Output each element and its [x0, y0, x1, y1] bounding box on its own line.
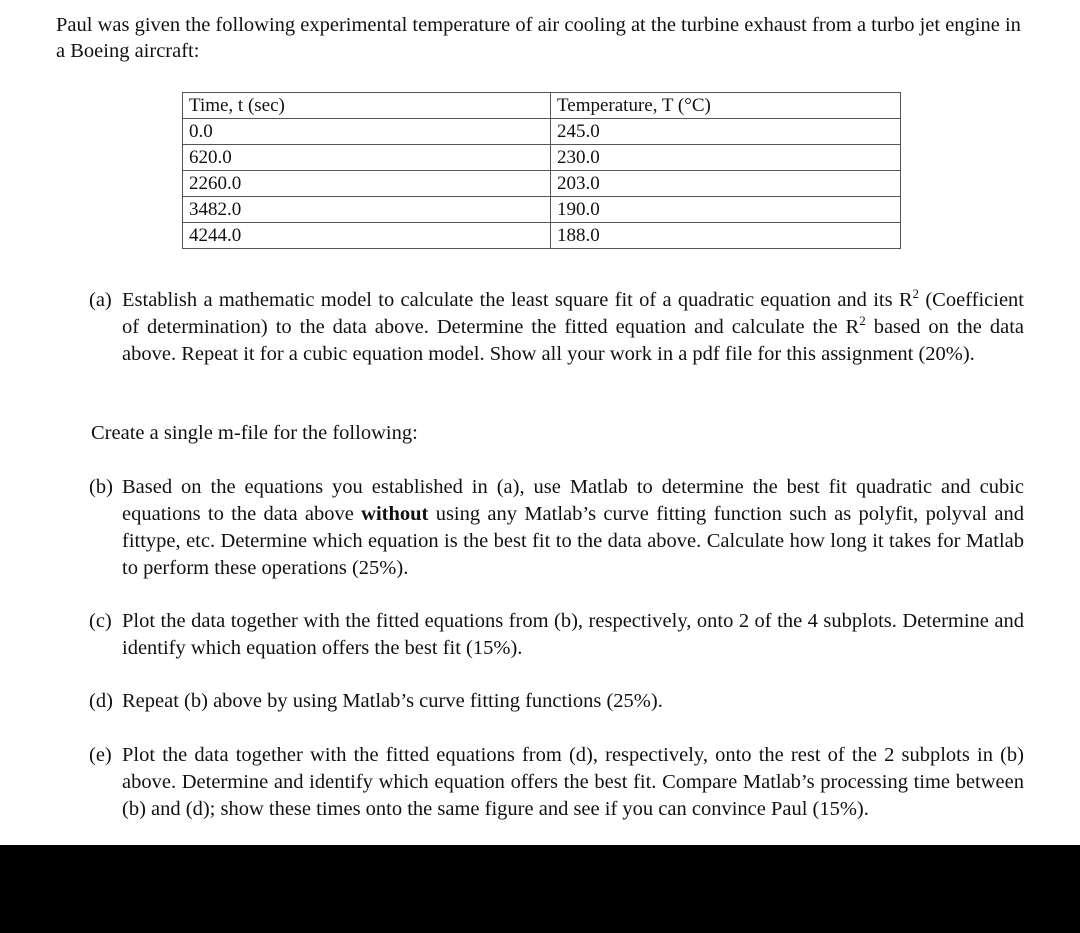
- question-c-text: Plot the data together with the fitted equations from (b), respectively, onto 2 of the 4 subplots. Determine and identify which equation offers the best fit (15%).: [122, 610, 1024, 659]
- table-row: [183, 119, 901, 145]
- cell-temperature: 245.0: [551, 119, 901, 145]
- question-e-label: (e): [89, 744, 112, 766]
- question-d-text: Repeat (b) above by using Matlab’s curve fitting functions (25%).: [122, 690, 663, 712]
- question-a-part3: based on the data above. Repeat it for a cubic equation model. Show all your work in a pdf file for this assignment (20%).: [122, 316, 1024, 365]
- question-a-part2: (Coefficient of determination) to the data above. Determine the fitted equation and calculate the R: [122, 289, 1025, 338]
- bottom-black-band: [0, 845, 1080, 933]
- table-row: [183, 171, 901, 197]
- question-a-label: (a): [89, 289, 112, 311]
- superscript-2: 2: [912, 286, 920, 302]
- mfile-instruction: Create a single m-file for the following:: [91, 422, 418, 444]
- cell-temperature: 188.0: [551, 223, 901, 249]
- cell-time: 0.0: [183, 119, 551, 145]
- table-row: [183, 197, 901, 223]
- question-d-label: (d): [89, 690, 113, 712]
- question-b: [89, 474, 1024, 582]
- cell-time: 2260.0: [183, 171, 551, 197]
- question-e-text: Plot the data together with the fitted equations from (d), respectively, onto the rest of the 2 subplots in (b) above. Determine and identify which equation offers the best fit. Compare Matlab’s processing time between (b) and (d); show these times onto the same figure and see if you can convince Paul (15%).: [122, 744, 1024, 820]
- cell-temperature: 203.0: [551, 171, 901, 197]
- superscript-2: 2: [859, 313, 866, 329]
- question-a: [89, 287, 1024, 368]
- question-d: [89, 688, 1024, 715]
- table-row: [183, 223, 901, 249]
- question-b-post: using any Matlab’s curve fitting function such as polyfit, polyval and fittype, etc. Determine which equation is the best fit to the data above. Calculate how long it takes for Matlab to perform these operations (25%).: [122, 503, 1024, 579]
- question-c-label: (c): [89, 610, 112, 632]
- table-header-row: [183, 93, 901, 119]
- question-b-text: [122, 474, 1024, 582]
- table-row: [183, 145, 901, 171]
- intro-paragraph: Paul was given the following experimental temperature of air cooling at the turbine exhaust from a turbo jet engine in a Boeing aircraft:: [56, 14, 1021, 62]
- question-a-text: [122, 287, 1024, 368]
- question-a-part1: Establish a mathematic model to calculate the least square fit of a quadratic equation and its R: [122, 289, 913, 311]
- question-b-label: (b): [89, 476, 113, 498]
- cell-time: 3482.0: [183, 197, 551, 223]
- header-time: Time, t (sec): [183, 93, 551, 119]
- question-b-pre: Based on the equations you established in (a), use Matlab to determine the best fit quadratic and cubic equations to the data above: [122, 476, 1024, 525]
- data-table: [182, 92, 901, 249]
- question-e: [89, 742, 1024, 823]
- question-b-emphasis: without: [361, 503, 429, 525]
- cell-time: 4244.0: [183, 223, 551, 249]
- question-c: [89, 608, 1024, 662]
- cell-temperature: 190.0: [551, 197, 901, 223]
- header-temperature: Temperature, T (°C): [551, 93, 901, 119]
- cell-temperature: 230.0: [551, 145, 901, 171]
- cell-time: 620.0: [183, 145, 551, 171]
